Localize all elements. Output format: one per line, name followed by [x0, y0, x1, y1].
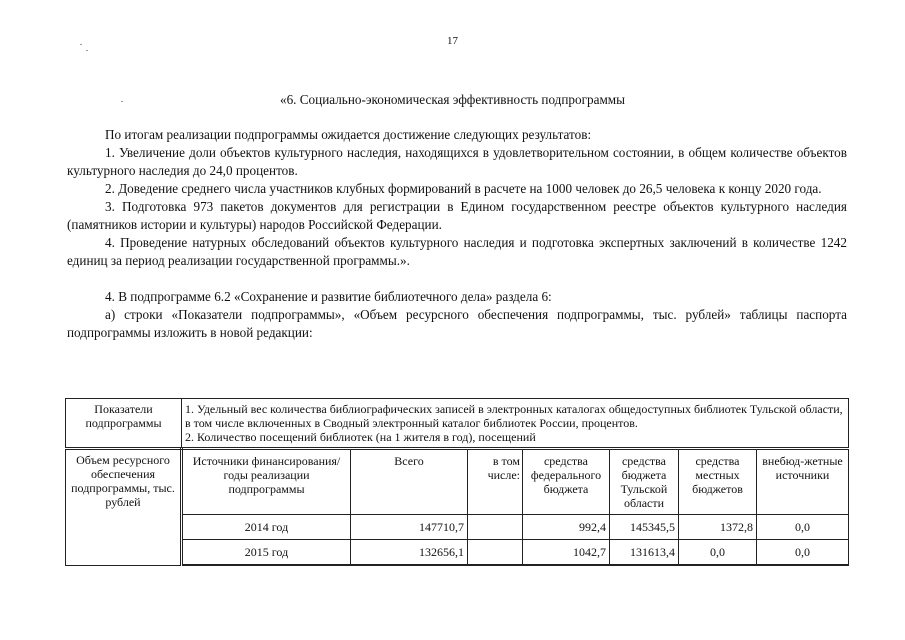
column-header: внебюд-жетные источники [757, 450, 849, 515]
value-cell: 147710,7 [351, 515, 468, 540]
year-cell: 2014 год [183, 515, 351, 540]
body-text [67, 126, 847, 342]
indicators-label: Показатели подпрограммы [66, 399, 182, 449]
value-cell [468, 540, 523, 565]
value-cell: 131613,4 [610, 540, 679, 565]
indicator-item: 1. Удельный вес количества библиографических записей в электронных каталогах общедоступных библиотек Тульской области, в том числе включенных в Сводный электронный каталог библиотек России, процентов. [185, 402, 843, 430]
paragraph: 2. Доведение среднего числа участников клубных формирований в расчете на 1000 человек до 26,5 человека к концу 2020 года. [105, 181, 822, 196]
column-header: Источники финансирования/годы реализации подпрограммы [183, 450, 351, 515]
column-header: средства федерального бюджета [523, 450, 610, 515]
indicator-item: 2. Количество посещений библиотек (на 1 жителя в год), посещений [185, 430, 536, 444]
finance-table [183, 450, 848, 565]
finance-row [183, 515, 848, 540]
value-cell: 0,0 [757, 515, 849, 540]
paragraph: По итогам реализации подпрограммы ожидается достижение следующих результатов: [105, 127, 592, 142]
value-cell [468, 515, 523, 540]
column-header: средства бюджета Тульской области [610, 450, 679, 515]
scan-speck [86, 50, 88, 51]
finance-header-row [183, 450, 848, 515]
finance-content [182, 449, 849, 566]
value-cell: 0,0 [757, 540, 849, 565]
column-header: Всего [351, 450, 468, 515]
paragraph: 4. В подпрограмме 6.2 «Сохранение и развитие библиотечного дела» раздела 6: [105, 289, 552, 304]
column-header: средства местных бюджетов [679, 450, 757, 515]
indicators-content [182, 399, 849, 449]
page-number: 17 [447, 35, 458, 47]
passport-table [65, 398, 849, 566]
value-cell: 0,0 [679, 540, 757, 565]
value-cell: 1042,7 [523, 540, 610, 565]
value-cell: 132656,1 [351, 540, 468, 565]
paragraph: 1. Увеличение доли объектов культурного наследия, находящихся в удовлетворительном состоянии, в общем количестве объектов культурного наследия до 24,0 процентов. [67, 145, 847, 178]
value-cell: 992,4 [523, 515, 610, 540]
column-header: в том числе: [468, 450, 523, 515]
value-cell: 145345,5 [610, 515, 679, 540]
value-cell: 1372,8 [679, 515, 757, 540]
paragraph: а) строки «Показатели подпрограммы», «Объем ресурсного обеспечения подпрограммы, тыс. рублей» таблицы паспорта подпрограммы изложить в новой редакции: [67, 307, 847, 340]
finance-row [183, 540, 848, 565]
paragraph: 4. Проведение натурных обследований объектов культурного наследия и подготовка экспертных заключений в количестве 1242 единиц за период реализации государственной программы.». [67, 235, 847, 268]
year-cell: 2015 год [183, 540, 351, 565]
section-heading: «6. Социально-экономическая эффективность подпрограммы [279, 92, 626, 107]
paragraph: 3. Подготовка 973 пакетов документов для регистрации в Едином государственном реестре объектов культурного наследия (памятников истории и культуры) народов Российской Федерации. [67, 199, 847, 232]
finance-label: Объем ресурсного обеспечения подпрограммы, тыс. рублей [66, 449, 182, 566]
